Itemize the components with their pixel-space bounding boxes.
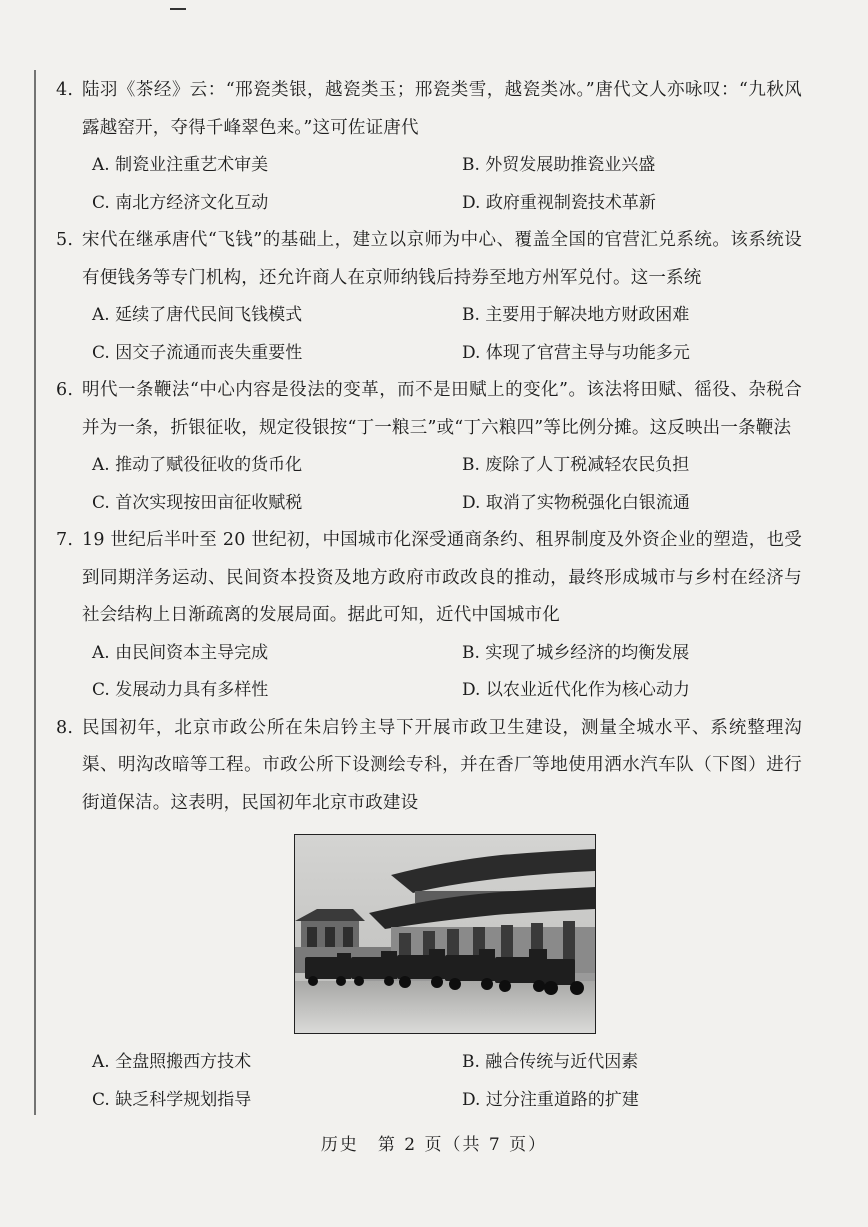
option-b[interactable]: B. 融合传统与近代因素 (462, 1052, 639, 1072)
question-7 (56, 522, 802, 710)
page-footer: 历史 第 2 页（共 7 页） (320, 1135, 548, 1155)
option-b[interactable]: B. 主要用于解决地方财政困难 (462, 305, 690, 325)
option-a[interactable]: A. 制瓷业注重艺术审美 (92, 155, 269, 175)
option-b[interactable]: B. 外贸发展助推瓷业兴盛 (462, 155, 656, 175)
option-d[interactable]: D. 取消了实物税强化白银流通 (462, 492, 690, 513)
option-d[interactable]: D. 政府重视制瓷技术革新 (462, 192, 656, 213)
option-grid (82, 447, 802, 522)
top-mark (170, 8, 186, 10)
option-d[interactable]: D. 体现了官营主导与功能多元 (462, 342, 690, 363)
option-grid (82, 635, 802, 710)
option-d[interactable]: D. 过分注重道路的扩建 (462, 1089, 639, 1110)
question-4 (56, 72, 802, 222)
question-text: 明代一条鞭法“中心内容是役法的变革，而不是田赋上的变化”。该法将田赋、徭役、杂税合并为一条，折银征收，规定役银按“丁一粮三”或“丁六粮四”等比例分摊。这反映出一条鞭法 (82, 380, 802, 438)
option-c[interactable]: C. 缺乏科学规划指导 (92, 1089, 252, 1110)
question-text: 19 世纪后半叶至 20 世纪初，中国城市化深受通商条约、租界制度及外资企业的塑造，也受到同期洋务运动、民间资本投资及地方政府市政改良的推动，最终形成城市与乡村在经济与社会结构上日渐疏离的发展局面。据此可知，近代中国城市化 (82, 530, 802, 625)
option-c[interactable]: C. 南北方经济文化互动 (92, 192, 269, 213)
question-number: 8. (56, 717, 74, 738)
photo-container (82, 834, 802, 1034)
option-a[interactable]: A. 延续了唐代民间飞钱模式 (92, 305, 303, 325)
option-a[interactable]: A. 推动了赋役征收的货币化 (92, 455, 303, 475)
option-grid (82, 147, 802, 222)
option-grid (82, 297, 802, 372)
option-c[interactable]: C. 首次实现按田亩征收赋税 (92, 492, 303, 513)
question-number: 7. (56, 530, 74, 550)
question-text: 陆羽《茶经》云：“邢瓷类银，越瓷类玉；邢瓷类雪，越瓷类冰。”唐代文人亦咏叹：“九秋风露越窑开，夺得千峰翠色来。”这可佐证唐代 (82, 80, 802, 138)
question-number: 4. (56, 80, 74, 100)
question-stem (56, 72, 802, 147)
question-5 (56, 222, 802, 372)
question-stem (56, 372, 802, 447)
question-stem (56, 522, 802, 635)
question-list (56, 72, 802, 1119)
option-grid (82, 1044, 802, 1119)
question-6 (56, 372, 802, 522)
option-c[interactable]: C. 发展动力具有多样性 (92, 680, 269, 700)
sprinkler-truck-fleet-photo (294, 834, 596, 1034)
question-text: 宋代在继承唐代“飞钱”的基础上，建立以京师为中心、覆盖全国的官营汇兑系统。该系统设有便钱务等专门机构，还允许商人在京师纳钱后持券至地方州军兑付。这一系统 (82, 230, 802, 288)
question-number: 6. (56, 380, 74, 400)
option-b[interactable]: B. 废除了人丁税减轻农民负担 (462, 455, 690, 475)
option-c[interactable]: C. 因交子流通而丧失重要性 (92, 342, 303, 363)
question-8 (56, 710, 802, 1120)
question-stem (56, 222, 802, 297)
option-a[interactable]: A. 由民间资本主导完成 (92, 642, 269, 663)
question-number: 5. (56, 230, 74, 250)
option-a[interactable]: A. 全盘照搬西方技术 (92, 1052, 252, 1072)
option-d[interactable]: D. 以农业近代化作为核心动力 (462, 680, 690, 700)
question-text: 民国初年，北京市政公所在朱启钤主导下开展市政卫生建设，测量全城水平、系统整理沟渠、明沟改暗等工程。市政公所下设测绘专科，并在香厂等地使用洒水汽车队（下图）进行街道保洁。这表明，民国初年北京市政建设 (82, 717, 802, 813)
option-b[interactable]: B. 实现了城乡经济的均衡发展 (462, 642, 690, 663)
binding-margin-line (34, 70, 36, 1115)
question-stem (56, 710, 802, 823)
